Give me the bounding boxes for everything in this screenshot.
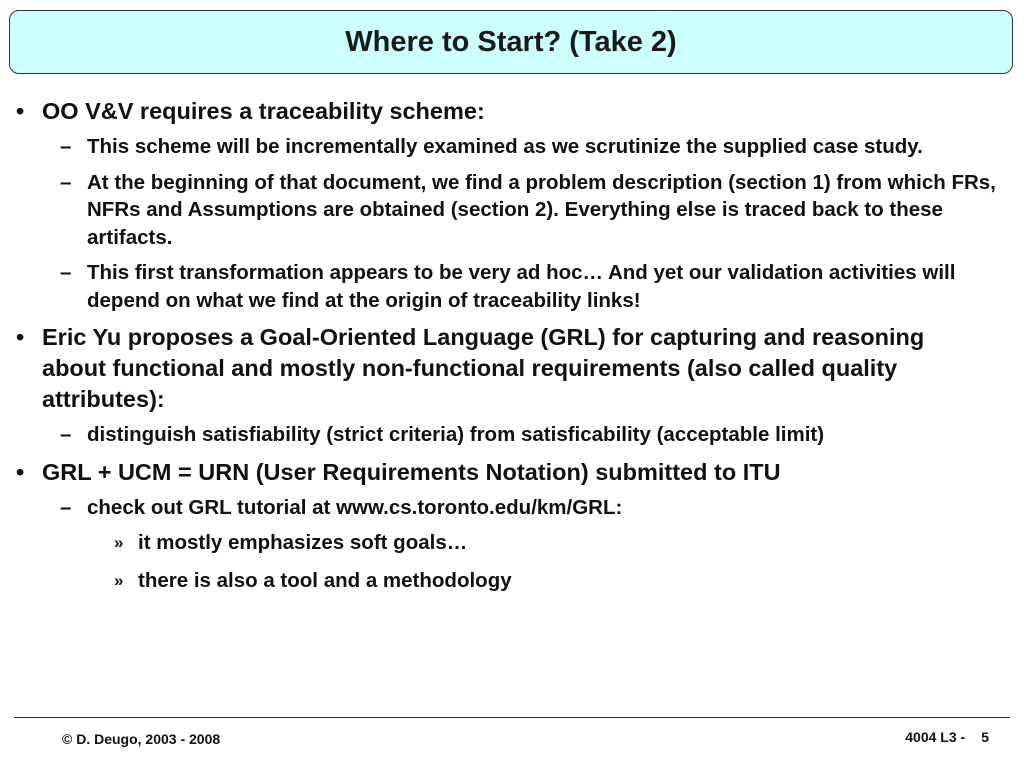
bullet-text: GRL + UCM = URN (User Requirements Notation) submitted to ITU — [42, 458, 781, 485]
chevron-marker: » — [114, 533, 124, 552]
sub-bullet-text: This scheme will be incrementally examined as we scrutinize the supplied case study. — [87, 135, 923, 158]
sub-bullet-3-1 — [0, 494, 1024, 522]
footer-page-info — [905, 729, 989, 745]
bullet-3 — [0, 457, 1024, 488]
bullet-marker: • — [16, 458, 25, 485]
bullet-1 — [0, 96, 1024, 127]
sub-bullet-1-2 — [0, 169, 1024, 252]
bullet-marker: • — [16, 324, 25, 350]
bullet-marker: • — [16, 98, 25, 124]
sub-bullet-1-3 — [0, 259, 1024, 314]
sub-bullet-1-1 — [0, 133, 1024, 161]
sub-sub-bullet-text: it mostly emphasizes soft goals… — [138, 531, 468, 554]
sub-bullet-text: distinguish satisfiability (strict criteria) from satisficability (acceptable limit) — [87, 423, 825, 446]
sub-bullet-text: This first transformation appears to be very ad hoc… And yet our validation activities will depend on what we find at the origin of traceability links! — [87, 261, 956, 312]
bullet-text: Eric Yu proposes a Goal-Oriented Language (GRL) for capturing and reasoning about functional and mostly non-functional requirements (also called quality attributes): — [42, 324, 925, 412]
slide-content — [0, 96, 1024, 604]
title-box — [9, 10, 1013, 74]
footer-course: 4004 L3 - — [905, 729, 966, 745]
sub-sub-bullet-text: there is also a tool and a methodology — [138, 568, 512, 592]
dash-marker: – — [60, 261, 72, 284]
chevron-marker: » — [114, 570, 124, 590]
dash-marker: – — [60, 495, 72, 519]
footer-copyright: © D. Deugo, 2003 - 2008 — [62, 731, 221, 747]
sub-bullet-text: At the beginning of that document, we find a problem description (section 1) from which FRs, NFRs and Assumptions are obtained (section 2). Everything else is traced back to these artifacts. — [87, 170, 996, 249]
bullet-text: OO V&V requires a traceability scheme: — [42, 98, 485, 124]
dash-marker: – — [60, 423, 72, 446]
slide-title: Where to Start? (Take 2) — [345, 25, 677, 58]
footer-divider — [14, 717, 1010, 718]
sub-sub-bullet-3-1-2 — [0, 567, 1024, 595]
dash-marker: – — [60, 135, 72, 158]
bullet-2 — [0, 322, 1024, 415]
sub-bullet-text: check out GRL tutorial at www.cs.toronto.edu/km/GRL: — [87, 495, 623, 519]
dash-marker: – — [60, 170, 72, 194]
sub-bullet-2-1 — [0, 421, 1024, 449]
sub-sub-bullet-3-1-1 — [0, 529, 1024, 557]
page-number: 5 — [981, 729, 989, 745]
